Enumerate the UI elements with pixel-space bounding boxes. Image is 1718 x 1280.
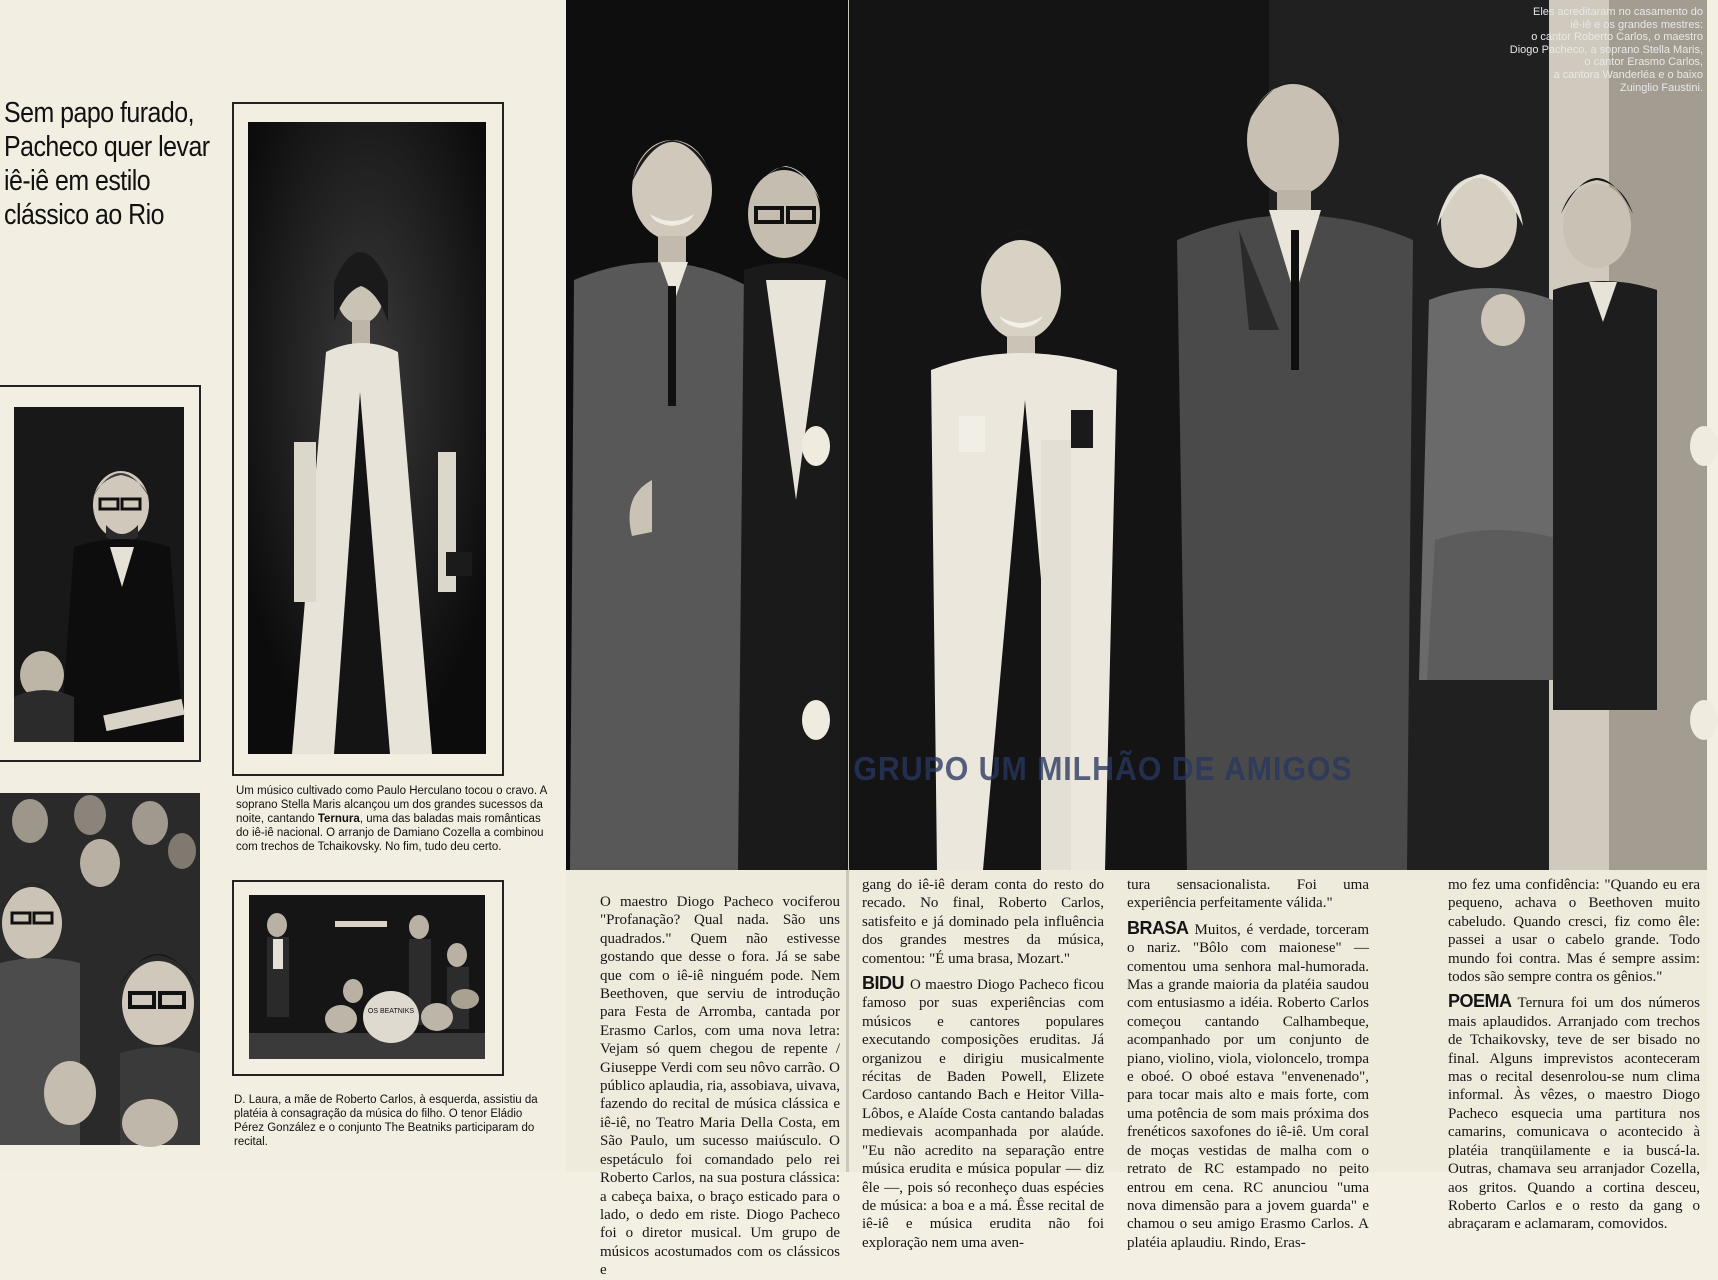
- column-4-intro: mo fez uma confidência: "Quando eu era pequeno, achava o Beethoven muito cabeludo. Quando cresci, fiz como êle: passei a usar o cabelo grande. Todo mundo foi contra. Mas é sempre assim: todos são sempre contra os gênios.": [1448, 877, 1700, 986]
- article-column-4: [1448, 876, 1700, 1233]
- headline-line: iê-iê em estilo: [4, 165, 151, 197]
- beatniks-band-photo: [249, 895, 485, 1059]
- column-1-text: O maestro Diogo Pacheco vociferou "Profanação? Qual nada. São uns quadrados." Quem não estivesse gostando que desse o fora. Já se sabe que com o iê-iê ninguém pode. Nem Beethoven, que serviu de introdução para Festa de Arromba, cantada por Erasmo Carlos, com uma nova letra: Vejam só quem chegou de repente / Giuseppe Verdi com seu nôvo carrão. O público aplaudia, ria, assobiava, uivava, fazendo do recital de música clássica e iê-iê, no Teatro Maria Della Costa, em São Paulo, um sucesso maiúsculo. O espetáculo foi comandado pelo rei Roberto Carlos, na sua postura clássica: a cabeça baixa, o braço esticado para o lado, o dedo em riste. Diogo Pacheco foi o diretor musical. Um grupo de músicos acostumados com os clássicos e: [600, 894, 840, 1279]
- herculano-photo-frame: [0, 385, 201, 762]
- top-right-caption: [1461, 6, 1703, 94]
- column-2-intro: gang do iê-iê deram conta do resto do recado. No final, Roberto Carlos, satisfeito e já dominado pela influência dos grandes mestres da música, comentou: "É uma brasa, Mozart.": [862, 877, 1104, 967]
- stella-caption-text-1: Um músico cultivado como Paulo Herculano tocou o cravo. A soprano Stella Maris alcançou um dos grandes sucessos da noite, cantando: [236, 785, 547, 825]
- headline-line: Sem papo furado,: [4, 97, 195, 129]
- page-gutter: [846, 0, 849, 1172]
- drum-text: OS BEATNIKS: [367, 1008, 415, 1015]
- caption-line: iê-iê e os grandes mestres:: [1570, 18, 1703, 31]
- caption-line: a cantora Wanderléa e o baixo: [1553, 68, 1703, 81]
- left-page: [0, 0, 566, 1172]
- beatniks-photo-frame: [232, 880, 504, 1076]
- binding-hole: [802, 700, 830, 740]
- article-column-3: [1127, 876, 1369, 1251]
- stella-caption-bold: Ternura: [317, 813, 360, 825]
- caption-line: Zuinglio Faustini.: [1619, 81, 1703, 94]
- article-column-2: [862, 876, 1104, 1251]
- column-4-body: Ternura foi um dos números mais aplaudidos. Arranjado com trechos de Tchaikovsky, teve de ser bisado no final. Alguns imprevistos aconteceram mas o recital desenrolou-se num clima informal. Às vêzes, o maestro Diogo Pacheco esquecia uma partitura nos camarins, comunicava o acontecido à platéia tranqüilamente e ia buscá-la. Outras, chamava seu arranjador Cozella, aos gritos. Quando a cortina desceu, Roberto Carlos e o resto da gang o abraçaram e aclamaram, comovidos.: [1448, 995, 1700, 1233]
- watermark: GRUPO UM MILHÃO DE AMIGOS: [853, 750, 1353, 787]
- laura-caption: D. Laura, a mãe de Roberto Carlos, à esquerda, assistiu da platéia à consagração da música do filho. O tenor Eládio Pérez González e o conjunto The Beatniks participaram do recital.: [234, 1094, 538, 1148]
- caption-line: Eles acreditaram no casamento do: [1533, 6, 1703, 18]
- article-headline: [4, 96, 226, 232]
- headline-line: clássico ao Rio: [4, 199, 164, 231]
- stella-caption-text-2: , uma das baladas mais românticas do iê-iê nacional. O arranjo de Damiano Cozella a combinou com trechos de Tchaikovsky. No fim, tudo deu certo.: [236, 813, 544, 853]
- caption-line: Diogo Pacheco, a soprano Stella Maris,: [1509, 43, 1703, 56]
- stella-photo-frame: [232, 102, 504, 776]
- column-2-section: [862, 974, 1104, 1252]
- column-3-body: Muitos, é verdade, torceram o nariz. "Bôlo com maionese" — comentou uma senhora mal-humorada. Mas a grande maioria da platéia saudou com entusiasmo a idéia. Roberto Carlos começou cantando Calhambeque, acompanhado por um conjunto de piano, violino, viola, violoncelo, trompa e oboé. O oboé estava "envenenado", para tocar mais alto e mais forte, com uma potência de som mais próxima dos frenéticos saxofones do iê-iê. Um coral de moças vestidas de malha com o retrato de RC estampado no peito entrou em cena. RC anunciou "uma nova dimensão para a jovem guarda" e chamou o seu amigo Erasmo Carlos. A platéia aplaudiu. Rindo, Eras-: [1127, 921, 1369, 1251]
- article-column-1: [600, 893, 840, 1279]
- column-2-body: O maestro Diogo Pacheco ficou famoso por suas experiências com músicos e cantores populares executando composições eruditas. Já organizou e dirigiu musicalmente récitas de Baden Powell, Elizete Cardoso cantando Bach e Heitor Villa-Lôbos, e Alaíde Costa cantando baladas medievais acompanhada por alaúde. "Eu não acredito na separação entre música erudita e música popular — diz êle —, pois só reconheço duas espécies de música: a boa e a má. Êsse recital de iê-iê e música erudita não foi exploração nem uma aven-: [862, 977, 1104, 1251]
- stella-erasmo-wanderlea-photo: [849, 0, 1707, 870]
- section-lead-brasa: BRASA: [1127, 917, 1189, 938]
- section-lead-bidu: BIDU: [862, 973, 904, 994]
- caption-line: o cantor Erasmo Carlos,: [1584, 56, 1703, 69]
- audience-photo: [0, 793, 200, 1145]
- stella-maris-photo: [248, 122, 486, 754]
- headline-line: Pacheco quer levar: [4, 131, 210, 163]
- binding-hole: [1690, 700, 1718, 740]
- column-3-intro: tura sensacionalista. Foi uma experiência perfeitamente válida.": [1127, 877, 1369, 912]
- stella-caption: [236, 784, 556, 854]
- column-4-section: [1448, 992, 1700, 1233]
- caption-line: o cantor Roberto Carlos, o maestro: [1531, 31, 1703, 44]
- column-3-section: [1127, 919, 1369, 1252]
- section-lead-poema: POEMA: [1448, 991, 1512, 1012]
- paulo-herculano-photo: [14, 407, 184, 742]
- binding-hole: [802, 426, 830, 466]
- binding-hole: [1690, 426, 1718, 466]
